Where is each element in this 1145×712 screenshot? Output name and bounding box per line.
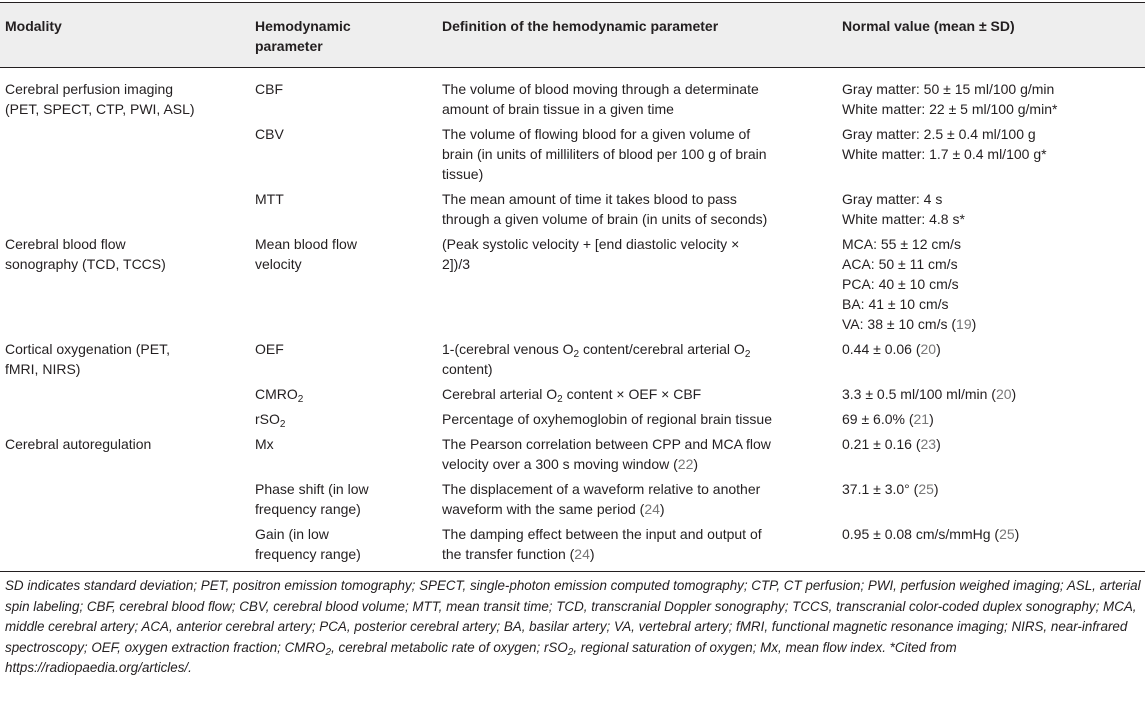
- modality-cell: [0, 67, 255, 121]
- cell-line: [442, 499, 842, 519]
- cell-line: [255, 409, 442, 429]
- cell-line: [842, 274, 1145, 294]
- cell-line: [842, 124, 1145, 144]
- normal-value-cell: [842, 186, 1145, 231]
- reference-link[interactable]: 19: [956, 316, 972, 332]
- cell-line: [842, 434, 1145, 454]
- table-row: [0, 381, 1145, 406]
- modality-cell: [0, 431, 255, 476]
- text-segment: frequency range): [255, 501, 361, 517]
- cell-line: [255, 189, 442, 209]
- definition-cell: [442, 521, 842, 571]
- text-segment: ): [693, 456, 699, 472]
- reference-link[interactable]: 21: [913, 411, 930, 427]
- cell-line: [842, 234, 1145, 254]
- text-segment: velocity: [255, 256, 302, 272]
- cell-line: [255, 124, 442, 144]
- normal-value-cell: [842, 431, 1145, 476]
- text-segment: The displacement of a waveform relative to another: [442, 481, 761, 497]
- text-segment: frequency range): [255, 546, 361, 562]
- header-parameter: [255, 2, 442, 67]
- text-segment: ): [589, 546, 595, 562]
- cell-line: [255, 79, 442, 99]
- subscript: 2: [557, 394, 563, 405]
- table-footnote: [5, 576, 1143, 679]
- reference-link[interactable]: 20: [920, 341, 937, 357]
- subscript: 2: [297, 394, 304, 405]
- cell-line: [442, 234, 842, 254]
- text-segment: Phase shift (in low: [255, 481, 369, 497]
- subscript: 2: [567, 646, 574, 658]
- cell-line: fMRI, NIRS): [5, 361, 81, 377]
- cell-line: [842, 479, 1145, 499]
- parameter-cell: [255, 121, 442, 186]
- cell-line: [442, 144, 842, 164]
- subscript: 2: [744, 349, 751, 360]
- header-definition: [442, 2, 842, 67]
- subscript: 2: [573, 349, 580, 360]
- cell-line: [842, 254, 1145, 274]
- parameter-cell: [255, 406, 442, 431]
- header-text: Normal value (mean ± SD): [842, 18, 1015, 34]
- text-segment: ACA: 50 ± 11 cm/s: [842, 256, 958, 272]
- cell-line: [442, 359, 842, 379]
- cell-line: [842, 209, 1145, 229]
- reference-link[interactable]: 23: [920, 436, 937, 452]
- text-segment: Percentage of oxyhemoglobin of regional brain tissue: [442, 411, 772, 427]
- text-segment: The mean amount of time it takes blood to pass: [442, 191, 737, 207]
- cell-line: Cortical oxygenation (PET,: [5, 341, 170, 357]
- modality-cell: [0, 231, 255, 336]
- text-segment: The volume of blood moving through a determinate: [442, 81, 759, 97]
- reference-link[interactable]: 22: [677, 456, 694, 472]
- text-segment: Cerebral arterial O: [442, 386, 558, 402]
- text-segment: MTT: [255, 191, 284, 207]
- cell-line: [442, 164, 842, 184]
- text-segment: CBF: [255, 81, 283, 97]
- cell-line: [442, 454, 842, 474]
- subscript: 2: [325, 646, 332, 658]
- definition-cell: [442, 431, 842, 476]
- definition-cell: [442, 406, 842, 431]
- cell-line: [442, 384, 842, 404]
- header-text: Hemodynamic: [255, 18, 351, 34]
- text-segment: ): [659, 501, 665, 517]
- cell-line: [442, 124, 842, 144]
- cell-line: [255, 499, 442, 519]
- cell-line: Cerebral autoregulation: [5, 436, 152, 452]
- text-segment: Mean blood flow: [255, 236, 357, 252]
- modality-cell: [0, 186, 255, 231]
- header-text: Definition of the hemodynamic parameter: [442, 18, 719, 34]
- cell-line: (PET, SPECT, CTP, PWI, ASL): [5, 101, 195, 117]
- cell-line: Cerebral perfusion imaging: [5, 81, 174, 97]
- header-normal-value: [842, 2, 1145, 67]
- cell-line: [442, 479, 842, 499]
- text-segment: 0.95 ± 0.08 cm/s/mmHg (: [842, 526, 1000, 542]
- modality-cell: [0, 521, 255, 571]
- parameter-cell: [255, 186, 442, 231]
- table-row: [0, 231, 1145, 336]
- cell-line: [255, 544, 442, 564]
- cell-line: [842, 384, 1145, 404]
- cell-line: [442, 544, 842, 564]
- table-row: [0, 431, 1145, 476]
- text-segment: , regional saturation of oxygen; Mx, mean flow index. *Cited from https://radiopaedia.org/articles/.: [5, 639, 957, 676]
- text-segment: content): [442, 361, 493, 377]
- definition-cell: [442, 476, 842, 521]
- text-segment: content × OEF × CBF: [562, 386, 702, 402]
- text-segment: VA: 38 ± 10 cm/s (: [842, 316, 957, 332]
- modality-cell: [0, 381, 255, 406]
- normal-value-cell: [842, 381, 1145, 406]
- text-segment: rSO: [255, 411, 280, 427]
- cell-line: [442, 79, 842, 99]
- cell-line: [842, 409, 1145, 429]
- cell-line: sonography (TCD, TCCS): [5, 256, 166, 272]
- table-row: [0, 521, 1145, 571]
- text-segment: ): [971, 316, 977, 332]
- text-segment: (Peak systolic velocity + [end diastolic velocity ×: [442, 236, 740, 252]
- modality-cell: [0, 336, 255, 381]
- header-modality: [0, 2, 255, 67]
- text-segment: 1-(cerebral venous O: [442, 341, 574, 357]
- text-segment: ): [1014, 526, 1020, 542]
- text-segment: OEF: [255, 341, 284, 357]
- parameter-cell: [255, 231, 442, 336]
- parameter-cell: [255, 521, 442, 571]
- text-segment: Gray matter: 50 ± 15 ml/100 g/min: [842, 81, 1055, 97]
- text-segment: Gray matter: 4 s: [842, 191, 943, 207]
- cell-line: [255, 479, 442, 499]
- parameter-cell: [255, 431, 442, 476]
- cell-line: [255, 254, 442, 274]
- text-segment: through a given volume of brain (in units of seconds): [442, 211, 768, 227]
- text-segment: The damping effect between the input and output of: [442, 526, 762, 542]
- cell-line: [255, 384, 442, 404]
- cell-line: [842, 99, 1145, 119]
- text-segment: 0.21 ± 0.16 (: [842, 436, 921, 452]
- normal-value-cell: [842, 336, 1145, 381]
- reference-link[interactable]: 24: [644, 501, 660, 517]
- parameter-cell: [255, 67, 442, 121]
- text-segment: 69 ± 6.0% (: [842, 411, 914, 427]
- top-rule: [0, 2, 1145, 3]
- hemodynamic-parameters-table: [0, 2, 1145, 571]
- text-segment: ): [936, 341, 941, 357]
- text-segment: ): [933, 481, 939, 497]
- subscript: 2: [279, 419, 286, 430]
- definition-cell: [442, 186, 842, 231]
- table-row: [0, 121, 1145, 186]
- text-segment: PCA: 40 ± 10 cm/s: [842, 276, 959, 292]
- normal-value-cell: [842, 406, 1145, 431]
- modality-cell: [0, 121, 255, 186]
- table-row: [0, 67, 1145, 121]
- text-segment: the transfer function (: [442, 546, 575, 562]
- text-segment: White matter: 1.7 ± 0.4 ml/100 g*: [842, 146, 1047, 162]
- text-segment: 37.1 ± 3.0° (: [842, 481, 919, 497]
- definition-cell: [442, 67, 842, 121]
- text-segment: ): [929, 411, 934, 427]
- cell-line: Cerebral blood flow: [5, 236, 126, 252]
- cell-line: [255, 234, 442, 254]
- text-segment: 3.3 ± 0.5 ml/100 ml/min (: [842, 386, 996, 402]
- text-segment: CBV: [255, 126, 284, 142]
- text-segment: Gray matter: 2.5 ± 0.4 ml/100 g: [842, 126, 1036, 142]
- parameter-cell: [255, 476, 442, 521]
- table-header-row: [0, 2, 1145, 67]
- text-segment: White matter: 4.8 s*: [842, 211, 965, 227]
- text-segment: velocity over a 300 s moving window (: [442, 456, 678, 472]
- text-segment: content/cerebral arterial O: [579, 341, 745, 357]
- normal-value-cell: [842, 521, 1145, 571]
- cell-line: [842, 294, 1145, 314]
- normal-value-cell: [842, 67, 1145, 121]
- cell-line: [442, 409, 842, 429]
- modality-cell: [0, 406, 255, 431]
- cell-line: [842, 144, 1145, 164]
- text-segment: CMRO: [255, 386, 298, 402]
- table-row: [0, 186, 1145, 231]
- text-segment: BA: 41 ± 10 cm/s: [842, 296, 949, 312]
- cell-line: [442, 254, 842, 274]
- text-segment: White matter: 22 ± 5 ml/100 g/min*: [842, 101, 1058, 117]
- reference-link[interactable]: 24: [574, 546, 590, 562]
- table-row: [0, 406, 1145, 431]
- definition-cell: [442, 121, 842, 186]
- cell-line: [842, 314, 1145, 334]
- definition-cell: [442, 381, 842, 406]
- text-segment: 2])/3: [442, 256, 471, 272]
- modality-cell: [0, 476, 255, 521]
- text-segment: brain (in units of milliliters of blood per 100 g of brain: [442, 146, 767, 162]
- header-text: parameter: [255, 38, 323, 54]
- normal-value-cell: [842, 231, 1145, 336]
- text-segment: 0.44 ± 0.06 (: [842, 341, 921, 357]
- cell-line: [842, 79, 1145, 99]
- bottom-rule: [0, 571, 1145, 572]
- reference-link[interactable]: 25: [918, 481, 934, 497]
- text-segment: tissue): [442, 166, 484, 182]
- cell-line: [255, 339, 442, 359]
- text-segment: SD indicates standard deviation; PET, positron emission tomography; SPECT, single-photon emission computed tomography; CTP, CT perfusion; PWI, perfusion weighed imaging; ASL, arterial spin labeling; CBF, cerebral blood flow; CBV, cerebral blood volume; MTT, mean transit time; TCD, transcranial Doppler sonography; TCCS, transcranial color-coded duplex sonography; MCA, middle cerebral artery; ACA, anterior cerebral artery; PCA, posterior cerebral artery; BA, basilar artery; VA, vertebral artery; fMRI, functional magnetic resonance imaging; NIRS, near-infrared spectroscopy; OEF, oxygen extraction fraction; CMRO: [5, 578, 1141, 655]
- normal-value-cell: [842, 476, 1145, 521]
- text-segment: MCA: 55 ± 12 cm/s: [842, 236, 961, 252]
- reference-link[interactable]: 20: [995, 386, 1012, 402]
- cell-line: [842, 339, 1145, 359]
- reference-link[interactable]: 25: [999, 526, 1015, 542]
- cell-line: [442, 434, 842, 454]
- text-segment: , cerebral metabolic rate of oxygen; rSO: [331, 639, 568, 655]
- text-segment: Gain (in low: [255, 526, 329, 542]
- text-segment: ): [1011, 386, 1017, 402]
- table-body: [0, 67, 1145, 571]
- cell-line: [442, 524, 842, 544]
- header-text: Modality: [5, 18, 62, 34]
- cell-line: [842, 524, 1145, 544]
- cell-line: [442, 189, 842, 209]
- parameter-cell: [255, 381, 442, 406]
- text-segment: Mx: [255, 436, 274, 452]
- table-row: [0, 476, 1145, 521]
- header-rule: [0, 67, 1145, 68]
- normal-value-cell: [842, 121, 1145, 186]
- text-segment: ): [936, 436, 941, 452]
- parameter-cell: [255, 336, 442, 381]
- table-row: [0, 336, 1145, 381]
- text-segment: The Pearson correlation between CPP and MCA flow: [442, 436, 771, 452]
- cell-line: [255, 524, 442, 544]
- cell-line: [442, 339, 842, 359]
- cell-line: [842, 189, 1145, 209]
- cell-line: [442, 209, 842, 229]
- text-segment: The volume of flowing blood for a given volume of: [442, 126, 751, 142]
- text-segment: amount of brain tissue in a given time: [442, 101, 674, 117]
- cell-line: [255, 434, 442, 454]
- text-segment: waveform with the same period (: [442, 501, 645, 517]
- cell-line: [442, 99, 842, 119]
- definition-cell: [442, 231, 842, 336]
- definition-cell: [442, 336, 842, 381]
